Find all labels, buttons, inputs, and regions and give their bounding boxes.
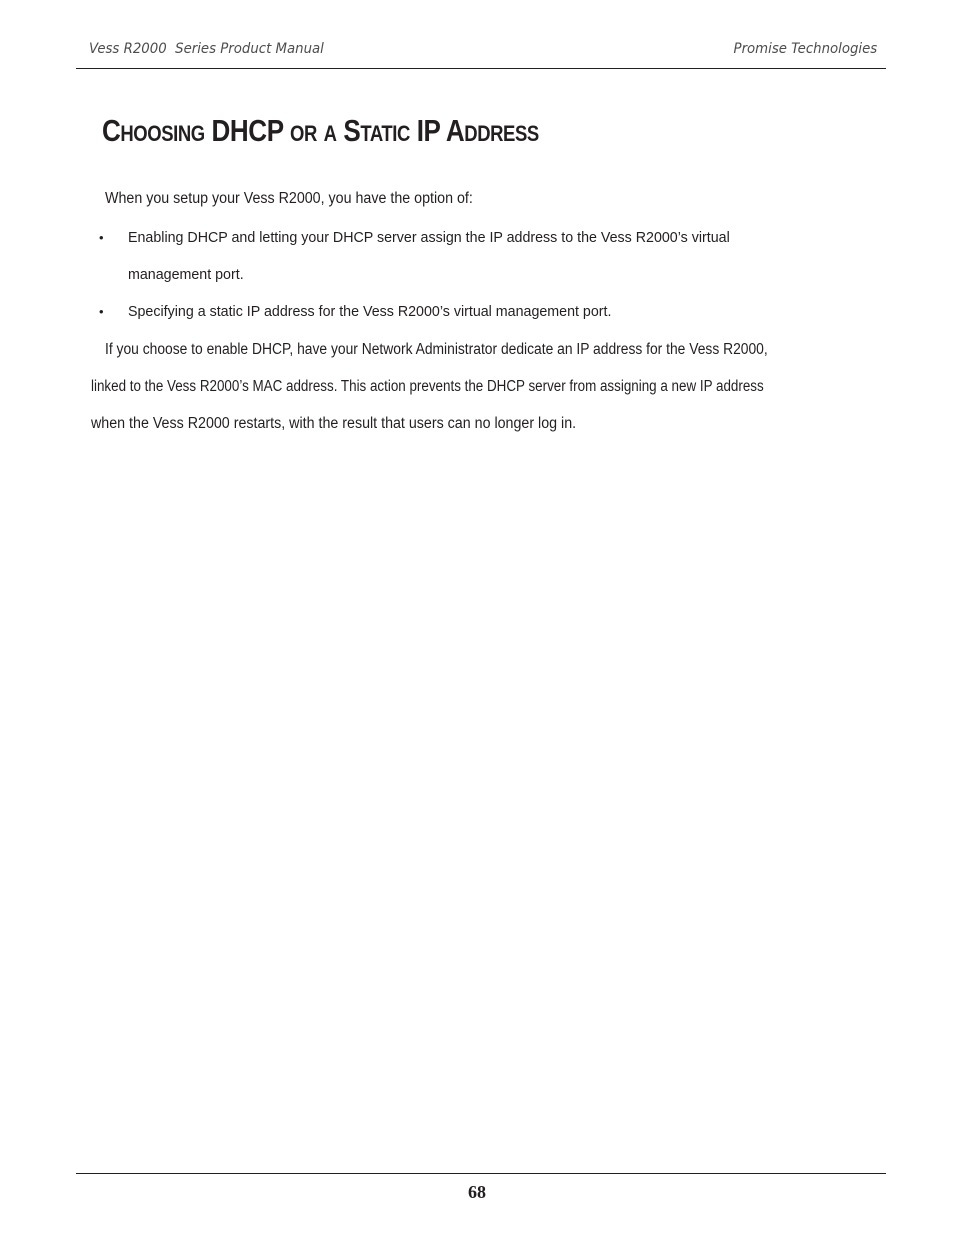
paragraph-line: when the Vess R2000 restarts, with the result that users can no longer log in. [91,415,577,432]
paragraph-line: linked to the Vess R2000’s MAC address. This action prevents the DHCP server from assigning a new IP address [91,378,764,395]
company-name: Promise Technologies [733,41,877,57]
bullet-marker: • [99,230,104,245]
page-header [76,38,886,69]
bullet-static-ip: Specifying a static IP address for the Vess R2000’s virtual management port. [128,303,612,320]
bullet-marker: • [99,304,104,319]
footer-rule [76,1173,886,1174]
page-number: 68 [468,1182,486,1202]
bullet-dhcp-line1: Enabling DHCP and letting your DHCP server assign the IP address to the Vess R2000’s virtual [128,229,730,246]
manual-title: Vess R2000 Series Product Manual [89,41,324,57]
paragraph-line: If you choose to enable DHCP, have your Network Administrator dedicate an IP address for the Vess R2000, [105,341,768,358]
intro-text: When you setup your Vess R2000, you have the option of: [105,190,473,207]
section-title: Choosing DHCP or a Static IP Address [102,113,539,148]
bullet-dhcp-line2: management port. [128,266,244,283]
